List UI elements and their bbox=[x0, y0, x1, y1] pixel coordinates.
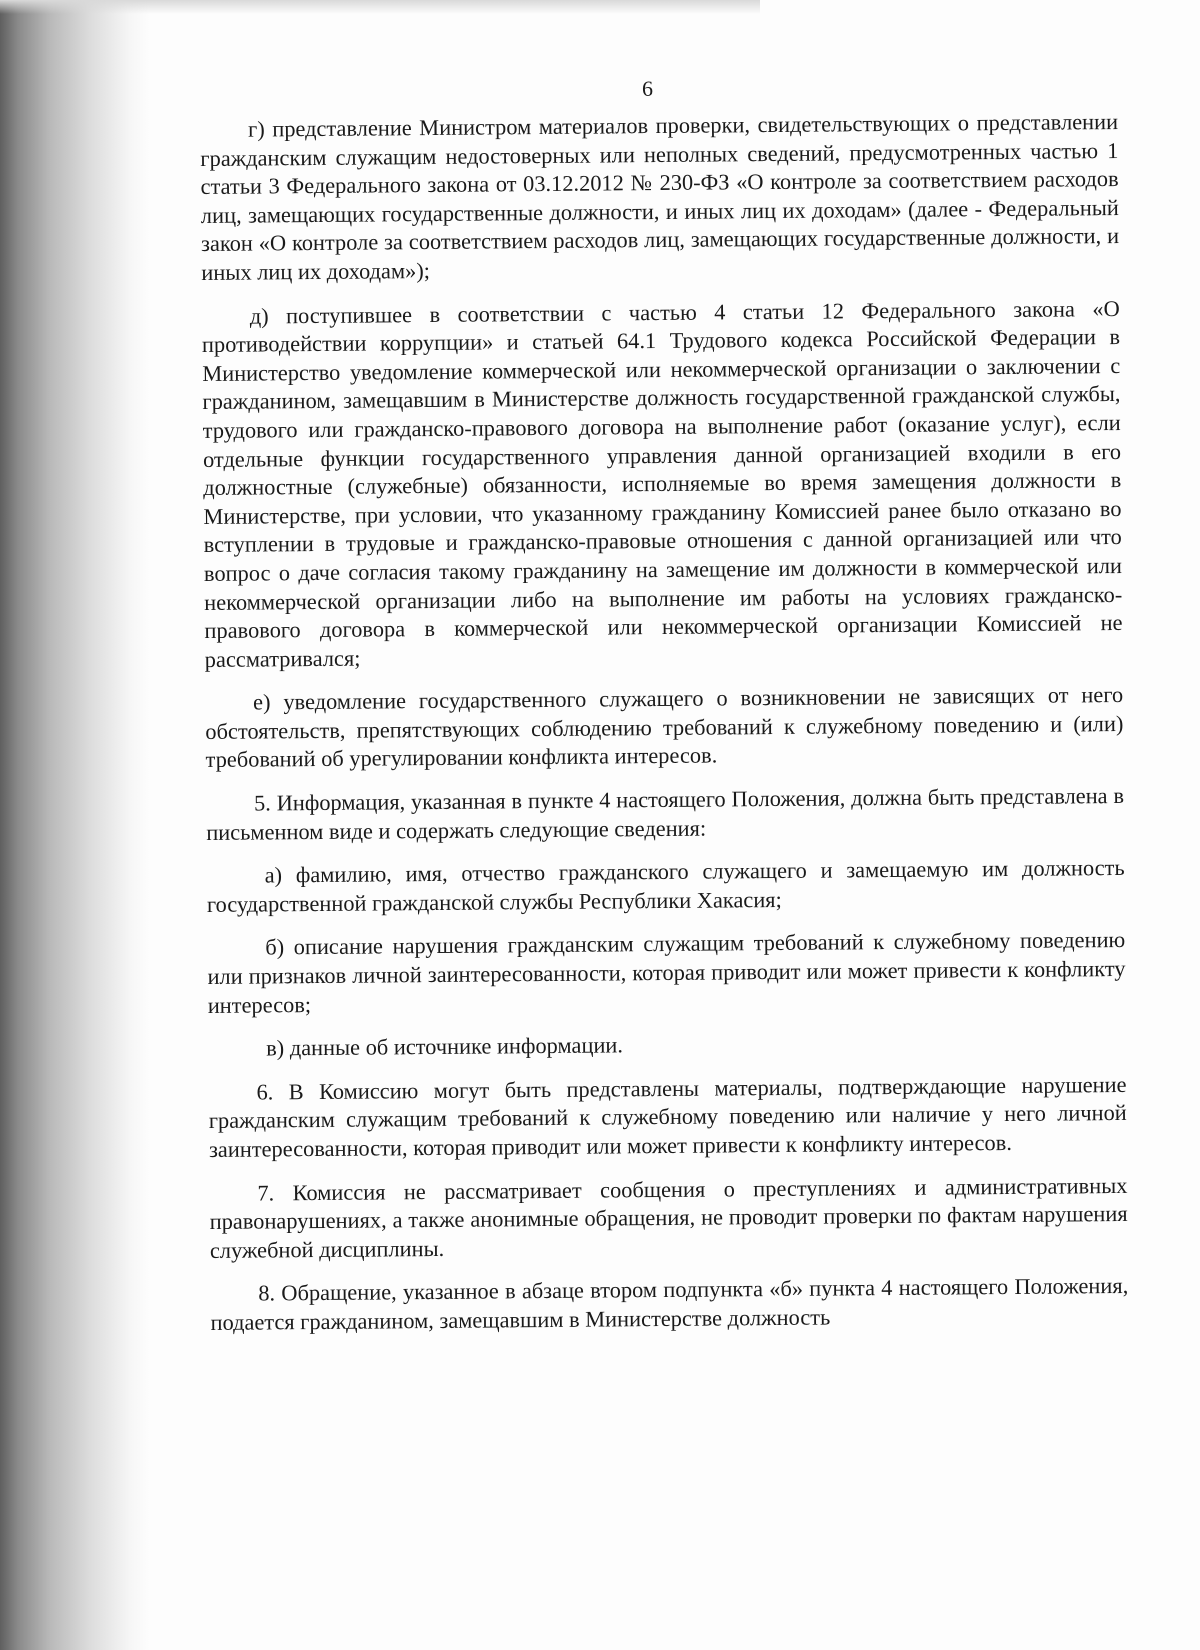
binding-shadow bbox=[0, 0, 150, 1650]
paragraph-7: 7. Комиссия не рассматривает сообщения о преступлениях и административных правонарушениях, а также анонимные обращения, не проводит проверки по фактам нарушения служебной дисциплины. bbox=[209, 1172, 1128, 1263]
page-fold-shadow bbox=[0, 0, 760, 14]
paragraph-6: 6. В Комиссию могут быть представлены материалы, подтверждающие нарушение гражданским служащим требований к служебному поведению или наличие у него личной заинтересованности, которая приводит или может привести к конфликту интересов. bbox=[208, 1071, 1127, 1162]
paragraph-5v: в) данные об источнике информации. bbox=[266, 1032, 624, 1061]
paragraph-5b: б) описание нарушения гражданским служащим требований к служебному поведению или признаков личной заинтересованности, которая приводит или может привести к конфликту интересов; bbox=[207, 927, 1126, 1018]
paragraph-5a: а) фамилию, имя, отчество гражданского служащего и замещаемую им должность государственной гражданской службы Республики Хакасия; bbox=[206, 855, 1125, 917]
paragraph-d: д) поступившее в соответствии с частью 4 статьи 12 Федерального закона «О противодействии коррупции» и статьей 64.1 Трудового кодекса Российской Федерации в Министерство уведомление коммерческой или некоммерческой организации о заключении с гражданином, замещавшим в Министерстве должность государственной гражданской службы, трудового или гражданско-правового договора на выполнение работ (оказание услуг), если отдельные функции государственного управления данной организацией входили в его должностные (служебные) обязанности, исполняемые во время замещения должности в Министерстве, при условии, что указанному гражданину Комиссией ранее было отказано во вступлении в трудовые и гражданско-правовые отношения с данной организацией или что вопрос о даче согласия такому гражданину на замещение им должности в коммерческой или некоммерческой организации либо на выполнение им работы на условиях гражданско-правового договора в коммерческой или некоммерческой организации Комиссией не рассматривался; bbox=[201, 295, 1123, 672]
document-body bbox=[200, 108, 1129, 1353]
paragraph-e: е) уведомление государственного служащего о возникновении не зависящих от него обстоятельств, препятствующих соблюдению требований к служебному поведению и (или) требований об урегулировании конфликта интересов. bbox=[205, 682, 1124, 773]
paragraph-g: г) представление Министром материалов проверки, свидетельствующих о представлении гражданским служащим недостоверных или неполных сведений, предусмотренных частью 1 статьи 3 Федерального закона от 03.12.2012 № 230-ФЗ «О контроле за соответствием расходов лиц, замещающих государственные должности, и иных лиц их доходам» (далее - Федеральный закон «О контроле за соответствием расходов лиц, замещающих государственные должности, и иных лиц их доходам»); bbox=[200, 108, 1120, 285]
paragraph-8: 8. Обращение, указанное в абзаце втором подпункта «б» пункта 4 настоящего Положения, подается гражданином, замещавшим в Министерстве должность bbox=[210, 1273, 1129, 1335]
page-number: 6 bbox=[642, 76, 653, 101]
paragraph-5: 5. Информация, указанная в пункте 4 настоящего Положения, должна быть представлена в письменном виде и содержать следующие сведения: bbox=[206, 783, 1125, 845]
